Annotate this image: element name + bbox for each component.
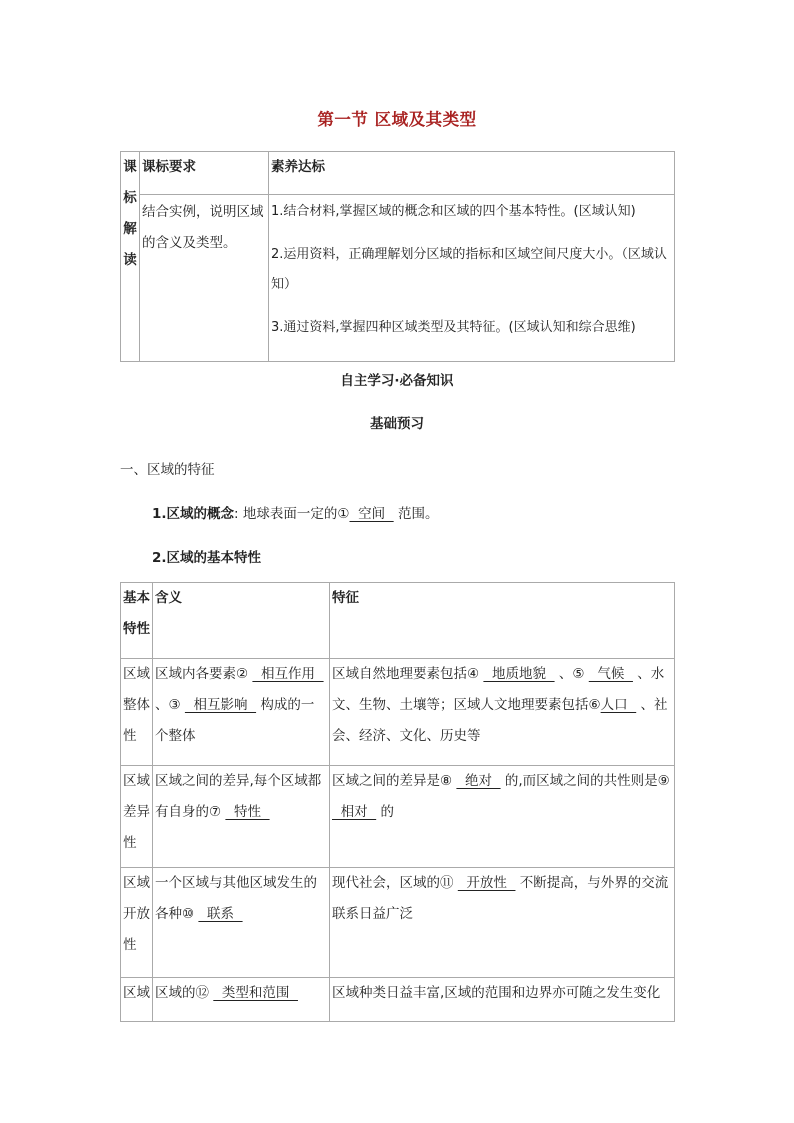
requirement-header: 课标要求 bbox=[140, 152, 269, 195]
trait-meaning bbox=[153, 868, 330, 978]
cell-text: 、③ bbox=[155, 697, 185, 713]
answer-blank: 联系 bbox=[198, 906, 243, 922]
answer-blank: 相互影响 bbox=[184, 697, 257, 713]
answer-blank: 地质地貌 bbox=[483, 666, 555, 682]
trait-feature bbox=[330, 868, 675, 978]
basic-traits-table bbox=[120, 582, 675, 1022]
cell-text: 、水文、生物、土壤等；区域人文地理要素包括⑥ bbox=[332, 666, 665, 713]
answer-blank: 开放性 bbox=[457, 875, 516, 891]
trait-name: 区域差异性 bbox=[121, 766, 153, 868]
curriculum-standards-table bbox=[120, 151, 675, 362]
traits-header-trait: 基本特性 bbox=[121, 583, 153, 659]
answer-blank: 类型和范围 bbox=[213, 985, 298, 1001]
literacy-item: 1.结合材料,掌握区域的概念和区域的四个基本特性。(区域认知) bbox=[271, 204, 636, 219]
trait-meaning bbox=[153, 978, 330, 1022]
cell-text: 、⑤ bbox=[554, 666, 589, 682]
answer-blank: 相互作用 bbox=[252, 666, 324, 682]
sub-heading: 基础预习 bbox=[370, 416, 424, 432]
traits-row bbox=[121, 766, 675, 868]
answer-blank: 人口 bbox=[600, 697, 637, 713]
concept-text-after: 范围。 bbox=[393, 506, 439, 522]
side-label-char: 标 bbox=[123, 190, 137, 206]
cell-text: 区域自然地理要素包括④ bbox=[332, 666, 484, 682]
concept-line bbox=[152, 502, 438, 522]
concept-text-before: : 地球表面一定的① bbox=[234, 506, 350, 522]
side-label-char: 解 bbox=[123, 221, 137, 237]
traits-row bbox=[121, 978, 675, 1022]
cell-text: 区域之间的差异是⑧ bbox=[332, 773, 457, 789]
cell-text: 区域种类日益丰富,区域的范围和边界亦可随之发生变化 bbox=[332, 985, 661, 1001]
cell-text: 的,而区域之间的共性则是⑨ bbox=[500, 773, 670, 789]
literacy-item: 2.运用资料，正确理解划分区域的指标和区域空间尺度大小。（区域认知） bbox=[271, 246, 667, 292]
section-heading: 自主学习·必备知识 bbox=[340, 373, 454, 389]
cell-text: 构成的一个整体 bbox=[155, 697, 315, 744]
traits-title: 2.区域的基本特性 bbox=[152, 550, 262, 566]
traits-row bbox=[121, 659, 675, 766]
traits-row bbox=[121, 868, 675, 978]
trait-feature bbox=[330, 978, 675, 1022]
trait-feature bbox=[330, 659, 675, 766]
answer-blank: 绝对 bbox=[456, 773, 501, 789]
side-label-char: 课 bbox=[123, 159, 137, 175]
trait-name: 区域整体性 bbox=[121, 659, 153, 766]
literacy-list bbox=[269, 195, 675, 362]
trait-name: 区域开放性 bbox=[121, 868, 153, 978]
literacy-item: 3.通过资料,掌握四种区域类型及其特征。(区域认知和综合思维) bbox=[271, 319, 636, 335]
trait-feature bbox=[330, 766, 675, 868]
cell-text: 区域之间的差异,每个区域都有自身的⑦ bbox=[155, 773, 322, 820]
cell-text: 区域内各要素② bbox=[155, 666, 253, 682]
cell-text: 、社会、经济、文化、历史等 bbox=[332, 697, 668, 744]
cell-text: 区域的⑫ bbox=[155, 985, 214, 1001]
part-one-title: 一、区域的特征 bbox=[120, 462, 215, 478]
page-title: 第一节 区域及其类型 bbox=[317, 110, 477, 129]
traits-header-feature: 特征 bbox=[330, 583, 675, 659]
answer-blank: 特性 bbox=[225, 804, 270, 820]
cell-text: 一个区域与其他区域发生的各种⑩ bbox=[155, 875, 317, 922]
side-label-char: 读 bbox=[123, 252, 137, 268]
answer-blank: 相对 bbox=[332, 804, 377, 820]
trait-name: 区域 bbox=[121, 978, 153, 1022]
cell-text: 不断提高，与外界的交流联系日益广泛 bbox=[332, 875, 669, 922]
traits-header-meaning: 含义 bbox=[153, 583, 330, 659]
trait-meaning bbox=[153, 659, 330, 766]
concept-label: 1.区域的概念 bbox=[152, 506, 235, 522]
cell-text: 的 bbox=[376, 804, 394, 820]
cell-text: 现代社会，区域的⑪ bbox=[332, 875, 458, 891]
curriculum-interpretation-label bbox=[121, 152, 140, 362]
concept-answer-blank: 空间 bbox=[349, 506, 394, 522]
requirement-text: 结合实例，说明区域的含义及类型。 bbox=[140, 195, 269, 362]
trait-meaning bbox=[153, 766, 330, 868]
literacy-header: 素养达标 bbox=[269, 152, 675, 195]
answer-blank: 气候 bbox=[588, 666, 633, 682]
